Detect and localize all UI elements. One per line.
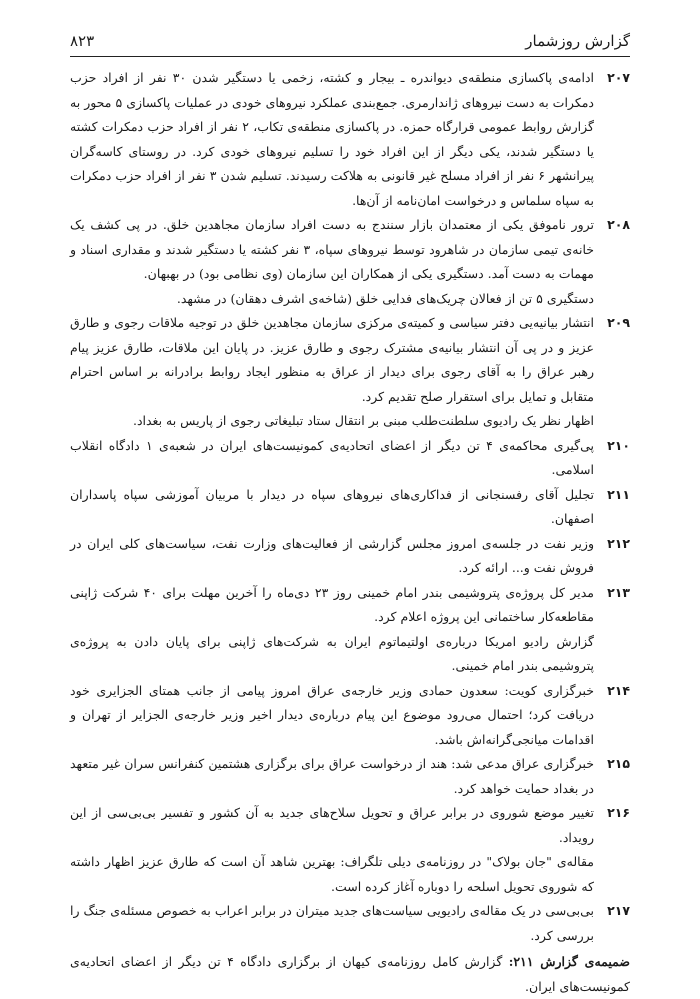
entry-paragraph: اظهار نظر یک رادیوی سلطنت‌طلب مبنی بر انتقال ستاد تبلیغاتی رجوی از پاریس به بغداد. bbox=[132, 413, 594, 428]
entry-paragraph: تغییر موضع شوروی در برابر عراق و تحویل سلاح‌های جدید به آن کشور و تفسیر بی‌بی‌سی از این رویداد. bbox=[70, 805, 594, 845]
entry-paragraph: مقاله‌ی "جان بولاک" در روزنامه‌ی دیلی تلگراف: بهترین شاهد آن است که طارق عزیز اظهار داشته که شوروی تحویل اسلحه را دوباره آغاز کرده است. bbox=[70, 854, 594, 894]
entry-paragraph: تجلیل آقای رفسنجانی از فداکاری‌های نیروهای سپاه در دیدار با مربیان آموزشی سپاه پاسداران اصفهان. bbox=[70, 486, 594, 526]
appendix-label: ضمیمه‌ی گزارش ۲۱۱: bbox=[508, 954, 630, 969]
entry-number: ۲۰۹ bbox=[607, 315, 630, 330]
report-entry bbox=[70, 899, 630, 948]
report-entry bbox=[70, 581, 630, 679]
entry-number: ۲۰۷ bbox=[607, 70, 630, 85]
entry-paragraph: گزارش رادیو امریکا درباره‌ی اولتیماتوم ایران به شرکت‌های ژاپنی برای پایان دادن به پروژه‌ی پتروشیمی بندر امام خمینی. bbox=[70, 633, 594, 673]
report-entry bbox=[70, 679, 630, 753]
report-entry bbox=[70, 311, 630, 434]
entry-number: ۲۱۲ bbox=[607, 535, 630, 551]
entry-number: ۲۰۸ bbox=[607, 217, 630, 232]
entry-paragraph: بی‌بی‌سی در یک مقاله‌ی رادیویی سیاست‌های جدید میتران در برابر اعراب به خصوص مسئله‌ی جنگ را بررسی کرد. bbox=[70, 903, 594, 943]
entry-paragraph: پی‌گیری محاکمه‌ی ۴ تن دیگر از اعضای اتحادیه‌ی کمونیست‌های ایران در شعبه‌ی ۱ دادگاه انقلاب اسلامی. bbox=[70, 437, 594, 477]
page-header bbox=[70, 20, 630, 57]
report-entry bbox=[70, 66, 630, 213]
entry-paragraph: خبرگزاری عراق مدعی شد: هند از درخواست عراق برای برگزاری هشتمین کنفرانس سران غیر متعهد در بغداد حمایت خواهد کرد. bbox=[70, 756, 594, 796]
entry-paragraph: ترور ناموفق یکی از معتمدان بازار سنندج به دست افراد سازمان مجاهدین خلق. در پی کشف یک خانه‌ی تیمی سازمان در شاهرود توسط نیروهای سپاه، ۳ نفر کشته یا دستگیر شدند و مقداری اسناد و مهمات به دست آمد. دستگیری یکی از همکاران این سازمان (وی نظامی بود) در بهبهان. bbox=[70, 217, 594, 281]
entry-number: ۲۱۴ bbox=[607, 682, 630, 698]
report-entry bbox=[70, 752, 630, 801]
appendix-text: گزارش کامل روزنامه‌ی کیهان از برگزاری دادگاه ۴ تن دیگر از اعضای اتحادیه‌ی کمونیست‌های ایران. bbox=[70, 954, 630, 994]
report-entry bbox=[70, 213, 630, 311]
entry-number: ۲۱۳ bbox=[607, 584, 630, 600]
entry-number: ۲۱۵ bbox=[607, 756, 630, 771]
report-entry bbox=[70, 434, 630, 483]
entry-number: ۲۱۰ bbox=[607, 437, 630, 453]
page-number: ۸۲۳ bbox=[70, 32, 95, 50]
entry-number: ۲۱۷ bbox=[607, 903, 630, 918]
entry-paragraph: مدیر کل پروژه‌ی پتروشیمی بندر امام خمینی روز ۲۳ دی‌ماه را آخرین مهلت برای ۴۰ شرکت ژاپنی مقاطعه‌کار ساختمانی این پروژه اعلام کرد. bbox=[70, 584, 594, 624]
report-entry bbox=[70, 532, 630, 581]
entry-paragraph: دستگیری ۵ تن از فعالان چریک‌های فدایی خلق (شاخه‌ی اشرف دهقان) در مشهد. bbox=[176, 290, 594, 306]
report-entry bbox=[70, 801, 630, 899]
entry-number: ۲۱۶ bbox=[607, 805, 630, 820]
report-entry bbox=[70, 483, 630, 532]
appendix bbox=[70, 950, 630, 999]
entry-number: ۲۱۱ bbox=[607, 486, 630, 502]
entry-paragraph: انتشار بیانیه‌یی دفتر سیاسی و کمیته‌ی مرکزی سازمان مجاهدین خلق در توجیه ملاقات رجوی و طارق عزیز و در پی آن انتشار بیانیه‌ی مشترک رجوی و طارق عزیز. در پایان این ملاقات، طارق عزیز پیام رهبر عراق را به آقای رجوی برای دیدار از عراق به منظور ایجاد روابط برادرانه بر اساس احترام متقابل و تمایل برای استقرار صلح تقدیم کرد. bbox=[70, 315, 594, 404]
entry-paragraph: خبرگزاری کویت: سعدون حمادی وزیر خارجه‌ی عراق امروز پیامی از جانب همتای الجزایری خود دریافت کرد؛ احتمال می‌رود موضوع این پیام درباره‌ی دیدار اخیر وزیر خارجه‌ی الجزایر از تهران و اقدامات میانجی‌گرانه‌اش باشد. bbox=[70, 682, 594, 747]
entry-paragraph: وزیر نفت در جلسه‌ی امروز مجلس گزارشی از فعالیت‌های وزارت نفت، سیاست‌های کلی ایران در فروش نفت و... ارائه کرد. bbox=[70, 535, 594, 575]
running-title: گزارش روزشمار bbox=[525, 32, 630, 50]
entry-paragraph: ادامه‌ی پاکسازی منطقه‌ی دیواندره ـ بیجار و کشته، زخمی یا دستگیر شدن ۳۰ نفر از افراد حزب دمکرات به دست نیروهای ژاندارمری. جمع‌بندی عملکرد نیروهای خودی در عملیات پاکسازی ۵ محور به گزارش روابط عمومی قرارگاه حمزه. در پاکسازی منطقه‌ی تکاب، ۲ نفر از افراد حزب دمکرات کشته یا دستگیر شدند، یکی دیگر از این افراد خود را تسلیم نیروهای خودی کرد. در روستای کاسه‌گران پیرانشهر ۶ نفر از افراد مسلح غیر قانونی به هلاکت رسیدند. تسلیم شدن ۳ نفر از افراد حزب دمکرات به سپاه سلماس و درخواست امان‌نامه از آن‌ها. bbox=[70, 70, 595, 208]
report-body bbox=[70, 66, 630, 999]
